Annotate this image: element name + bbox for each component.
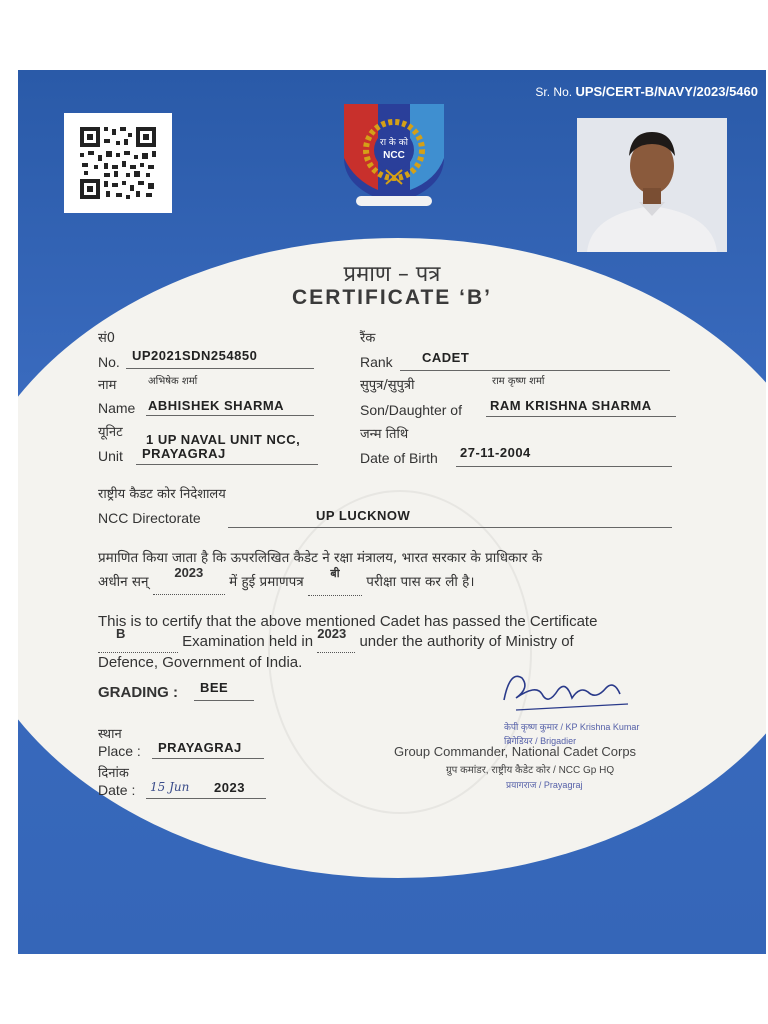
english-para-line2 xyxy=(98,626,698,653)
date-year: 2023 xyxy=(214,780,245,795)
signatory-name: केपी कृष्ण कुमार / KP Krishna Kumar xyxy=(504,722,640,732)
name-line xyxy=(146,415,314,416)
parent-label: Son/Daughter of xyxy=(360,402,462,418)
hindi-para-grade: बी xyxy=(330,567,340,580)
parent-value-hindi: राम कृष्ण शर्मा xyxy=(492,376,545,387)
unit-value-line2: PRAYAGRAJ xyxy=(142,446,226,461)
english-para-line3: Defence, Government of India. xyxy=(98,654,303,671)
rank-line xyxy=(400,370,670,371)
rank-value: CADET xyxy=(422,350,470,365)
parent-line xyxy=(486,416,676,417)
unit-label: Unit xyxy=(98,448,123,464)
place-line xyxy=(152,758,264,759)
dob-label: Date of Birth xyxy=(360,450,438,466)
dob-value: 27-11-2004 xyxy=(460,445,531,460)
hindi-para-text-c: परीक्षा पास कर ली है। xyxy=(366,574,475,590)
english-para-cert: B xyxy=(116,626,126,641)
signatory-location: प्रयागराज / Prayagraj xyxy=(506,780,583,790)
certificate xyxy=(18,70,766,954)
name-label: Name xyxy=(98,400,136,416)
date-line xyxy=(146,798,266,799)
serial-value: UPS/CERT-B/NAVY/2023/5460 xyxy=(575,84,758,99)
date-label: Date : xyxy=(98,782,136,798)
signatory-rank: ब्रिगेडियर / Brigadier xyxy=(504,736,577,746)
hindi-paragraph xyxy=(98,546,698,596)
serial-label: Sr. No. xyxy=(535,85,573,99)
name-label-hindi: नाम xyxy=(98,378,117,393)
english-para-line1: This is to certify that the above mentioned Cadet has passed the Certificate xyxy=(98,613,598,630)
date-label-hindi: दिनांक xyxy=(98,766,129,781)
place-label-hindi: स्थान xyxy=(98,727,122,742)
cadet-photo xyxy=(577,118,727,252)
place-label: Place : xyxy=(98,743,141,759)
grading-value: BEE xyxy=(200,680,229,695)
unit-value-line1: 1 UP NAVAL UNIT NCC, xyxy=(146,432,301,447)
serial-number xyxy=(535,84,758,99)
name-value-hindi: अभिषेक शर्मा xyxy=(148,376,198,387)
signature xyxy=(496,664,636,720)
parent-label-hindi: सुपुत्र/सुपुत्री xyxy=(360,378,415,393)
english-para-year: 2023 xyxy=(317,626,347,641)
directorate-line xyxy=(228,527,672,528)
no-label: No. xyxy=(98,354,120,370)
hindi-para-text-b: में हुई प्रमाणपत्र xyxy=(229,574,304,590)
qr-code-icon xyxy=(64,113,172,213)
directorate-value: UP LUCKNOW xyxy=(316,508,411,523)
certificate-title: CERTIFICATE ‘B’ xyxy=(292,286,492,309)
grading-line xyxy=(194,700,254,701)
unit-line xyxy=(136,464,318,465)
ncc-emblem-icon xyxy=(336,98,452,210)
hindi-para-line2 xyxy=(98,565,698,596)
no-value: UP2021SDN254850 xyxy=(132,348,258,363)
directorate-label-hindi: राष्ट्रीय कैडट कोर निदेशालय xyxy=(98,487,226,502)
unit-label-hindi: यूनिट xyxy=(98,425,123,440)
date-handwritten: 15 Jun xyxy=(150,780,190,794)
english-para-text-a: Examination held in xyxy=(182,633,314,650)
emblem-text-bottom: NCC xyxy=(383,150,405,161)
place-value: PRAYAGRAJ xyxy=(158,740,242,755)
name-value: ABHISHEK SHARMA xyxy=(148,398,285,413)
directorate-label: NCC Directorate xyxy=(98,510,201,526)
rank-label: Rank xyxy=(360,354,393,370)
emblem-text-top: रा के को xyxy=(380,138,408,148)
signatory-designation: Group Commander, National Cadet Corps xyxy=(394,744,637,759)
hindi-para-text-a: अधीन सन् xyxy=(98,574,149,590)
english-para-text-b: under the authority of Ministry of xyxy=(359,633,574,650)
signatory-designation-hindi: ग्रुप कमांडर, राष्ट्रीय कैडेट कोर / NCC Gp HQ xyxy=(446,765,615,776)
parent-value: RAM KRISHNA SHARMA xyxy=(490,398,652,413)
title-hindi: प्रमाण – पत्र xyxy=(343,262,441,287)
dob-line xyxy=(456,466,672,467)
dob-label-hindi: जन्म तिथि xyxy=(360,427,409,442)
hindi-para-line1: प्रमाणित किया जाता है कि ऊपरलिखित कैडेट ने रक्षा मंत्रालय, भारत सरकार के प्राधिकार के xyxy=(98,550,543,566)
no-line xyxy=(126,368,314,369)
hindi-para-year: 2023 xyxy=(174,565,204,580)
grading-label: GRADING : xyxy=(98,684,178,701)
no-label-hindi: सं0 xyxy=(98,331,116,346)
rank-label-hindi: रैंक xyxy=(360,331,376,346)
